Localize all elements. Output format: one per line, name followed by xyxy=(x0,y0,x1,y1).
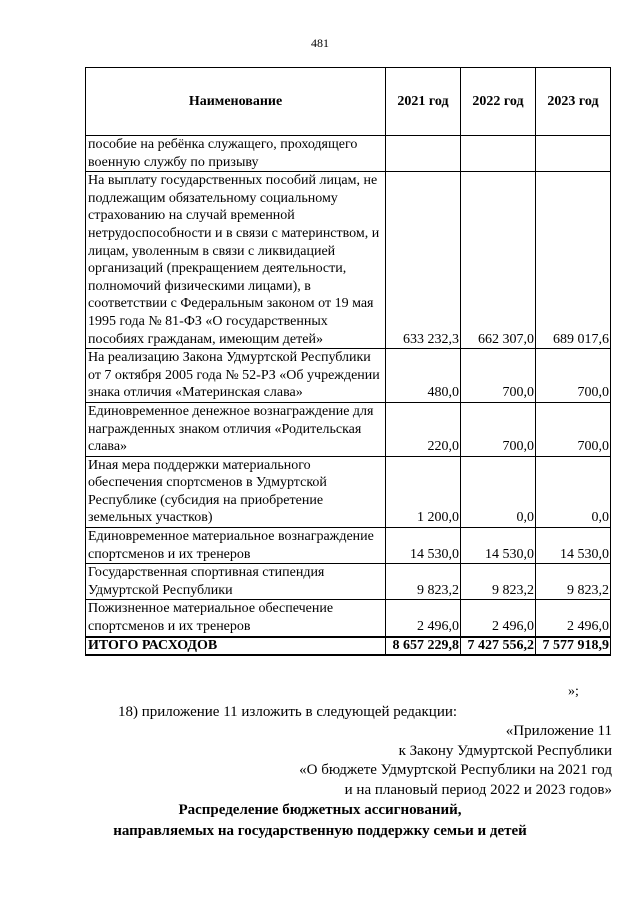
table-row xyxy=(86,402,611,456)
row-value-2023: 14 530,0 xyxy=(536,528,611,564)
row-name: Единовременное денежное вознаграждение для награжденных знаком отличия «Родительская слава» xyxy=(86,402,386,456)
row-value-2021: 1 200,0 xyxy=(386,456,461,527)
header-name: Наименование xyxy=(86,68,386,136)
row-value-2022: 700,0 xyxy=(461,402,536,456)
table-row xyxy=(86,528,611,564)
appendix-line: к Закону Удмуртской Республики xyxy=(398,742,612,759)
total-2021: 8 657 229,8 xyxy=(386,637,461,655)
row-value-2022: 9 823,2 xyxy=(461,564,536,600)
row-value-2021: 633 232,3 xyxy=(386,172,461,349)
row-value-2022: 14 530,0 xyxy=(461,528,536,564)
row-value-2023: 700,0 xyxy=(536,349,611,403)
section-title-line: направляемых на государственную поддержку семьи и детей xyxy=(113,823,527,839)
table-row xyxy=(86,456,611,527)
table-header-row xyxy=(86,68,611,136)
row-value-2021 xyxy=(386,136,461,172)
row-value-2022: 700,0 xyxy=(461,349,536,403)
row-value-2023: 700,0 xyxy=(536,402,611,456)
table-row xyxy=(86,172,611,349)
header-2023: 2023 год xyxy=(536,68,611,136)
row-name: Государственная спортивная стипендия Удмуртской Республики xyxy=(86,564,386,600)
table-row xyxy=(86,564,611,600)
row-name: Иная мера поддержки материального обеспечения спортсменов в Удмуртской Республике (субсидия на приобретение земельных участков) xyxy=(86,456,386,527)
row-value-2023: 689 017,6 xyxy=(536,172,611,349)
header-2022: 2022 год xyxy=(461,68,536,136)
row-value-2021: 9 823,2 xyxy=(386,564,461,600)
row-value-2023: 2 496,0 xyxy=(536,600,611,637)
total-row xyxy=(86,637,611,655)
row-value-2022: 0,0 xyxy=(461,456,536,527)
row-name: На выплату государственных пособий лицам, не подлежащим обязательному социальному страхованию на случай временной нетрудоспособности и в связи с материнством, и лицам, уволенным в связи с ликвидацией организаций (прекращением деятельности, полномочий физическими лицами), в соответствии с Федеральным законом от 19 мая 1995 года № 81-ФЗ «О государственных пособиях гражданам, имеющим детей» xyxy=(86,172,386,349)
row-value-2022: 2 496,0 xyxy=(461,600,536,637)
row-name: пособие на ребёнка служащего, проходящего военную службу по призыву xyxy=(86,136,386,172)
table-row xyxy=(86,136,611,172)
row-value-2021: 220,0 xyxy=(386,402,461,456)
row-name: Единовременное материальное вознаграждение спортсменов и их тренеров xyxy=(86,528,386,564)
total-2022: 7 427 556,2 xyxy=(461,637,536,655)
appendix-header xyxy=(299,722,612,800)
row-value-2021: 14 530,0 xyxy=(386,528,461,564)
header-2021: 2021 год xyxy=(386,68,461,136)
row-value-2021: 2 496,0 xyxy=(386,600,461,637)
page-number: 481 xyxy=(311,36,329,50)
budget-table xyxy=(85,67,611,656)
row-value-2023 xyxy=(536,136,611,172)
table-row xyxy=(86,349,611,403)
appendix-line: и на плановый период 2022 и 2023 годов» xyxy=(344,781,612,798)
row-value-2022 xyxy=(461,136,536,172)
section-title xyxy=(0,800,640,842)
closing-quote-mark: »; xyxy=(568,684,579,699)
row-value-2021: 480,0 xyxy=(386,349,461,403)
section-title-line: Распределение бюджетных ассигнований, xyxy=(178,802,462,818)
appendix-line: «Приложение 11 xyxy=(505,723,612,739)
total-2023: 7 577 918,9 xyxy=(536,637,611,655)
row-value-2022: 662 307,0 xyxy=(461,172,536,349)
row-value-2023: 9 823,2 xyxy=(536,564,611,600)
appendix-line: «О бюджете Удмуртской Республики на 2021 год xyxy=(299,762,612,778)
table-row xyxy=(86,600,611,637)
row-name: На реализацию Закона Удмуртской Республики от 7 октября 2005 года № 52-РЗ «Об учреждении знака отличия «Материнская слава» xyxy=(86,349,386,403)
total-label: ИТОГО РАСХОДОВ xyxy=(86,637,386,655)
row-value-2023: 0,0 xyxy=(536,456,611,527)
row-name: Пожизненное материальное обеспечение спортсменов и их тренеров xyxy=(86,600,386,637)
amendment-instruction: 18) приложение 11 изложить в следующей редакции: xyxy=(118,704,458,720)
